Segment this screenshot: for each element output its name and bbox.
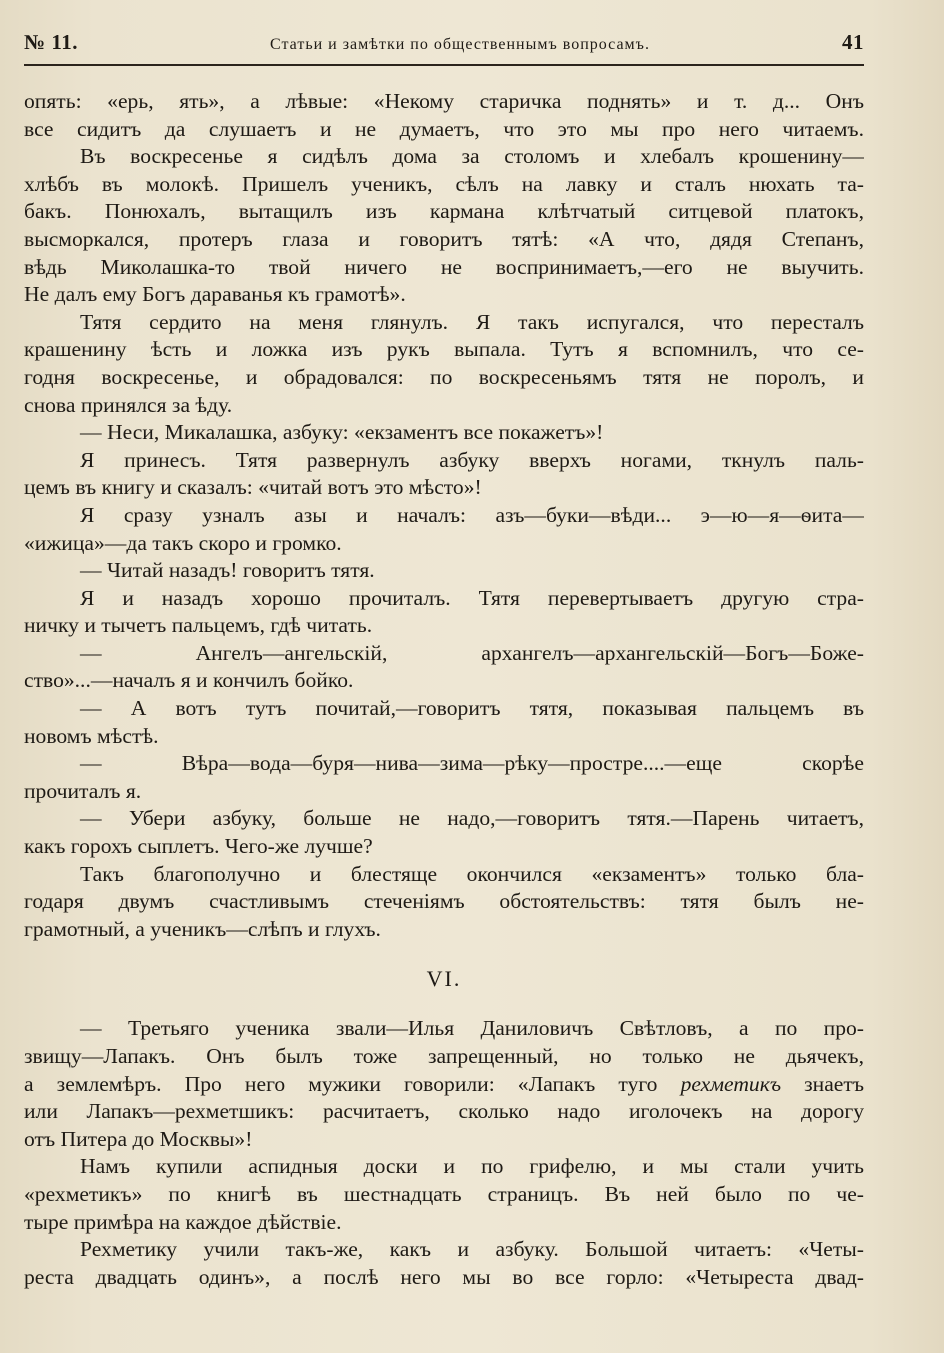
page-number: 41 — [841, 30, 864, 54]
text-line: Я принесъ. Тятя развернулъ азбуку вверхъ ногами, ткнулъ паль- — [80, 447, 864, 472]
text-line: вѣдь Миколашка-то твой ничего не воспринимаетъ,—его не выучить. — [24, 254, 864, 279]
header-title: Статьи и замѣтки по общественнымъ вопросамъ. — [269, 36, 650, 53]
text-line: годня воскресенье, и обрадовался: по воскресеньямъ тятя не поролъ, и — [24, 364, 864, 389]
text-line: Рехметику учили такъ-же, какъ и азбуку. Большой читаетъ: «Четы- — [80, 1237, 864, 1262]
text-line: Я сразу узналъ азы и началъ: азъ—буки—вѣди... э—ю—я—ѳита— — [80, 502, 864, 527]
text-line: новомъ мѣстѣ. — [24, 723, 159, 748]
text-line: грамотный, а ученикъ—слѣпъ и глухъ. — [24, 916, 381, 941]
text-line: звищу—Лапакъ. Онъ былъ тоже запрещенный, но только не дьячекъ, — [24, 1044, 864, 1068]
text-line: хлѣбъ въ молокѣ. Пришелъ ученикъ, сѣлъ на лавку и сталъ нюхать та- — [24, 171, 864, 196]
text-segment: а землемѣръ. Про него мужики говорили: «Лапакъ туго — [24, 1071, 658, 1096]
text-line: цемъ въ книгу и сказалъ: «читай вотъ это мѣсто»! — [24, 475, 482, 500]
text-line: — Вѣра—вода—буря—нива—зима—рѣку—простре....—еще скорѣе — [80, 751, 864, 776]
issue-number: № 11. — [24, 30, 78, 54]
text-line: снова принялся за ѣду. — [24, 392, 233, 417]
section-gap — [24, 999, 864, 1015]
text-line: «рехметикъ» по книгѣ въ шестнадцать страницъ. Въ ней было по че- — [24, 1181, 864, 1206]
text-line: — Читай назадъ! говоритъ тятя. — [80, 558, 375, 583]
text-line: какъ горохъ сыплетъ. Чего-же лучше? — [24, 834, 373, 859]
text-line: — Убери азбуку, больше не надо,—говоритъ тятя.—Парень читаетъ, — [80, 806, 864, 831]
text-line: Не далъ ему Богъ дараванья къ грамотѣ». — [24, 282, 406, 307]
text-line: высморкался, протеръ глаза и говоритъ тятѣ: «А что, дядя Степанъ, — [24, 226, 864, 251]
text-line: Я и назадъ хорошо прочиталъ. Тятя перевертываетъ другую стра- — [80, 585, 864, 610]
text-line: крашенину ѣсть и ложка изъ рукъ выпала. Тутъ я вспомнилъ, что се- — [24, 337, 864, 362]
text-line: тыре примѣра на каждое дѣйствіе. — [24, 1209, 342, 1234]
running-header — [24, 30, 864, 58]
text-line: Въ воскресенье я сидѣлъ дома за столомъ и хлебалъ крошенину— — [80, 144, 864, 169]
text-line: опять: «ерь, ять», а лѣвые: «Некому старичка поднять» и т. д... Онъ — [24, 89, 864, 113]
section-heading: VI. — [426, 966, 462, 992]
text-segment: знаетъ — [781, 1071, 864, 1096]
text-line: бакъ. Понюхалъ, вытащилъ изъ кармана клѣтчатый ситцевой платокъ, — [24, 199, 864, 224]
text-line: ство»...—началъ я и кончилъ бойко. — [24, 668, 354, 693]
header-rule — [24, 64, 864, 66]
text-line: — А вотъ тутъ почитай,—говоритъ тятя, показывая пальцемъ въ — [80, 696, 864, 721]
text-line-with-italic — [24, 1071, 864, 1099]
text-line: годаря двумъ счастливымъ стеченіямъ обстоятельствъ: тятя былъ не- — [24, 889, 864, 914]
italic-word: рехметикъ — [680, 1071, 782, 1096]
text-line: Тятя сердито на меня глянулъ. Я такъ испугался, что пересталъ — [80, 309, 864, 334]
section-gap — [24, 943, 864, 959]
text-line: — Третьяго ученика звали—Илья Даниловичъ Свѣтловъ, а по про- — [80, 1016, 864, 1041]
text-line: — Неси, Микалашка, азбуку: «екзаментъ все покажетъ»! — [80, 420, 604, 445]
text-line: все сидитъ да слушаетъ и не думаетъ, что это мы про него читаемъ. — [24, 116, 864, 141]
text-line: ничку и тычетъ пальцемъ, гдѣ читать. — [24, 613, 373, 638]
text-line: «ижица»—да такъ скоро и громко. — [24, 530, 342, 555]
body-text — [24, 88, 864, 1291]
text-line: — Ангелъ—ангельскій, архангелъ—архангельскій—Богъ—Боже- — [80, 640, 864, 665]
text-line: Такъ благополучно и блестяще окончился «екзаментъ» только бла- — [80, 861, 864, 886]
text-line: реста двадцать одинъ», а послѣ него мы во все горло: «Четыреста двад- — [24, 1264, 864, 1289]
text-line: Намъ купили аспидныя доски и по грифелю, и мы стали учить — [80, 1154, 864, 1179]
text-line: или Лапакъ—рехметшикъ: расчитаетъ, сколько надо иголочекъ на дорогу — [24, 1099, 864, 1124]
text-line: прочиталъ я. — [24, 778, 142, 803]
text-line: отъ Питера до Москвы»! — [24, 1126, 253, 1151]
